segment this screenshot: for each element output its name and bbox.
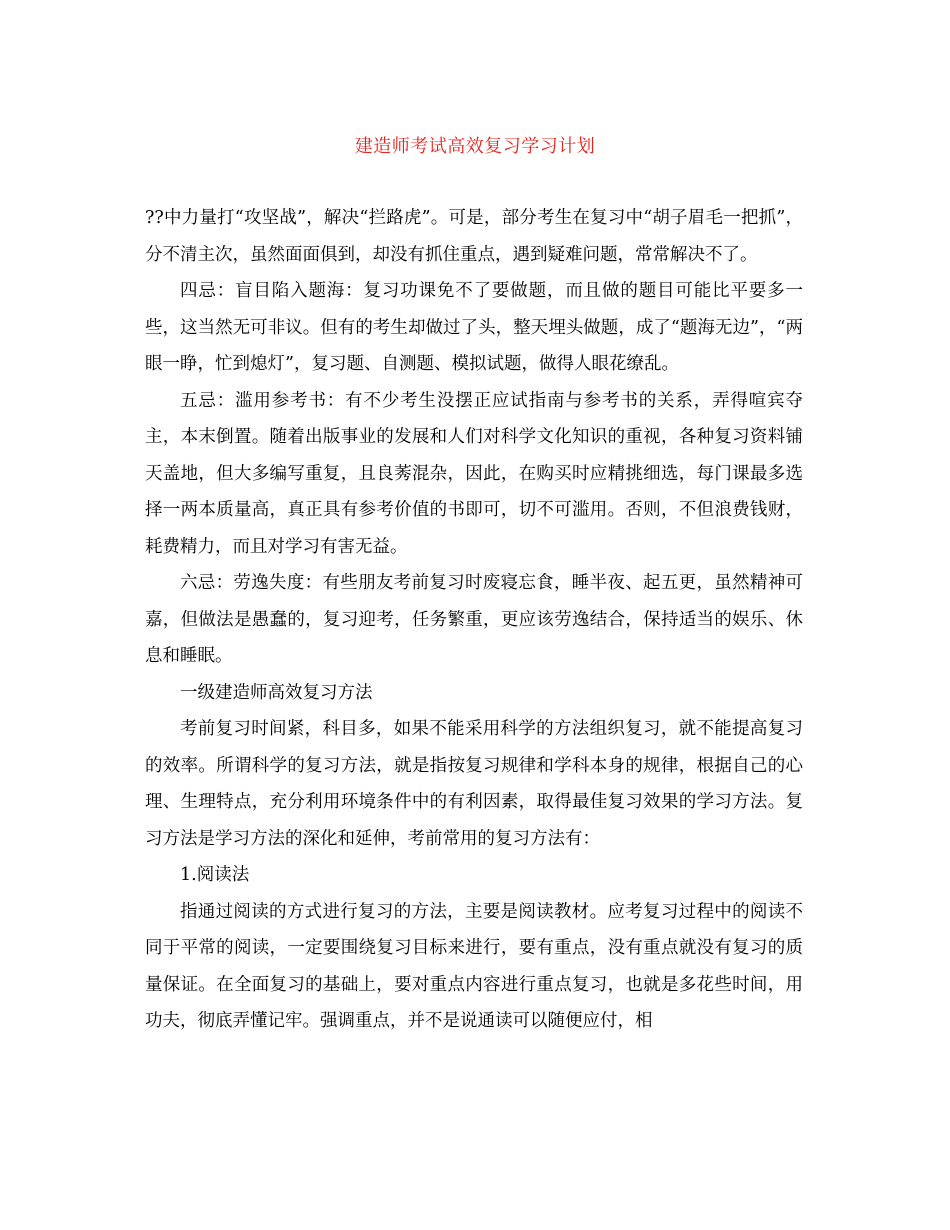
paragraph-sixth-taboo: 六忌：劳逸失度：有些朋友考前复习时废寝忘食，睡半夜、起五更，虽然精神可嘉，但做法是愚蠢的，复习迎考，任务繁重，更应该劳逸结合，保持适当的娱乐、休息和睡眠。 [145,573,803,666]
paragraph-fourth-taboo: 四忌：盲目陷入题海：复习功课免不了要做题，而且做的题目可能比平要多一些，这当然无可非议。但有的考生却做过了头，整天埋头做题，成了“题海无边”，“两眼一睁，忙到熄灯”，复习题、自测题、模拟试题，做得人眼花缭乱。 [145,281,803,374]
document-title: 建造师考试高效复习学习计划 [354,136,596,157]
subheading-reading-method: 1.阅读法 [180,865,250,885]
paragraph-intro: ??中力量打“攻坚战”，解决“拦路虎”。可是，部分考生在复习中“胡子眉毛一把抓”，分不清主次，虽然面面俱到，却没有抓住重点，遇到疑难问题，常常解决不了。 [145,208,803,265]
section-heading: 一级建造师高效复习方法 [180,682,373,703]
paragraph-review-methods: 考前复习时间紧，科目多，如果不能采用科学的方法组织复习，就不能提高复习的效率。所谓科学的复习方法，就是指按复习规律和学科本身的规律，根据自己的心理、生理特点，充分利用环境条件中的有利因素，取得最佳复习效果的学习方法。复习方法是学习方法的深化和延伸，考前常用的复习方法有： [145,719,803,849]
paragraph-reading-method: 指通过阅读的方式进行复习的方法，主要是阅读教材。应考复习过程中的阅读不同于平常的阅读，一定要围绕复习目标来进行，要有重点，没有重点就没有复习的质量保证。在全面复习的基础上，要对重点内容进行重点复习，也就是多花些时间，用功夫，彻底弄懂记牢。强调重点，并不是说通读可以随便应付，相 [145,901,803,1031]
paragraph-fifth-taboo: 五忌：滥用参考书：有不少考生没摆正应试指南与参考书的关系，弄得喧宾夺主，本末倒置。随着出版事业的发展和人们对科学文化知识的重视，各种复习资料铺天盖地，但大多编写重复，且良莠混杂，因此，在购买时应精挑细选，每门课最多选择一两本质量高，真正具有参考价值的书即可，切不可滥用。否则，不但浪费钱财，耗费精力，而且对学习有害无益。 [145,390,803,557]
document-body [145,200,803,1040]
